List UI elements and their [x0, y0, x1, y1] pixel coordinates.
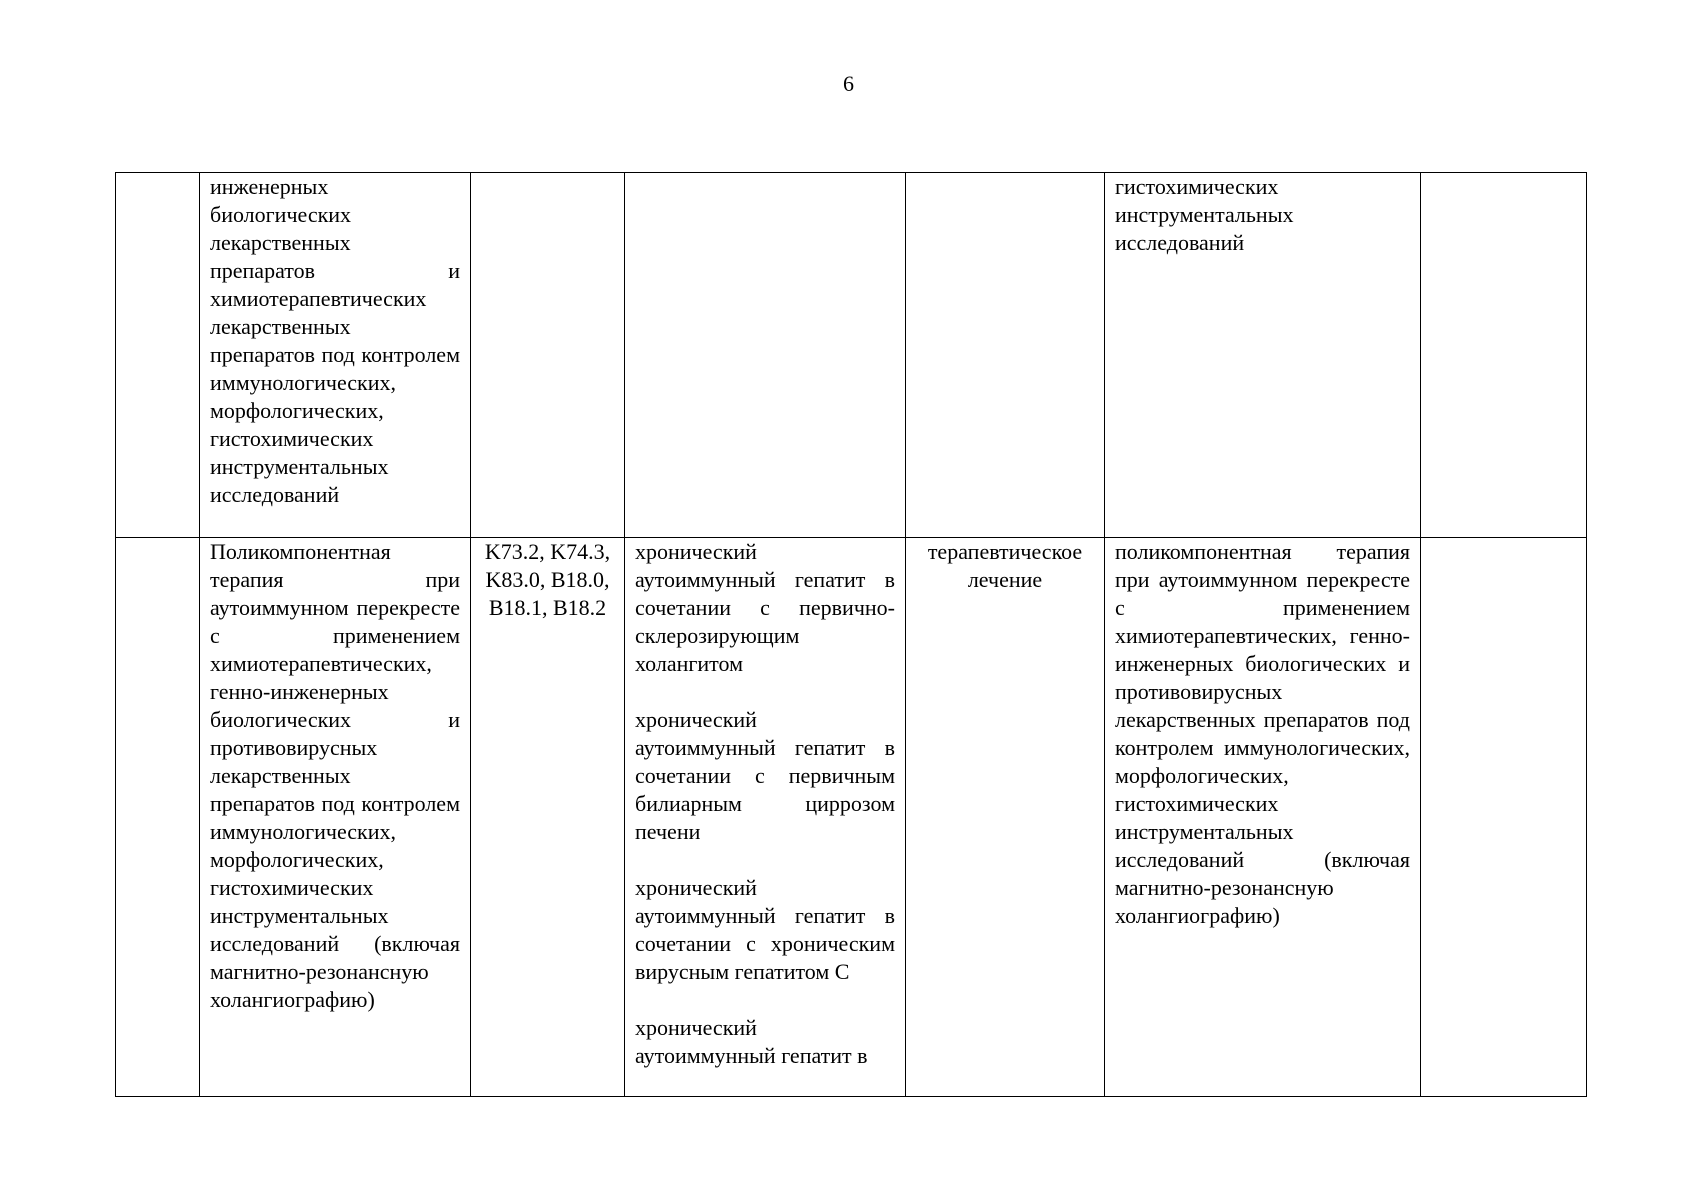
table-cell-norm: [1421, 538, 1587, 1097]
table-cell-icd-codes: [471, 173, 625, 538]
table-cell-care-type: Поликомпонентная терапия при аутоиммунном перекресте с применением химиотерапевтических, генно-инженерных биологических и противовирусных лекарственных препаратов под контролем иммунологических, морфологических, гистохимических инструментальных исследований (включая магнитно-резонансную холангиографию): [200, 538, 471, 1097]
medical-care-table: [115, 172, 1587, 1097]
table-cell-number: [116, 173, 200, 538]
table-row: [116, 173, 1587, 538]
table-cell-diagnosis: [625, 173, 906, 538]
table-cell-treatment-type: [906, 173, 1105, 538]
table-cell-treatment-type: терапевтическое лечение: [906, 538, 1105, 1097]
table-row: [116, 538, 1587, 1097]
diagnosis-paragraph: хронический аутоиммунный гепатит в сочетании с хроническим вирусным гепатитом C: [635, 875, 895, 984]
table-cell-treatment-method: гистохимических инструментальных исследований: [1105, 173, 1421, 538]
table-cell-treatment-method: поликомпонентная терапия при аутоиммунном перекресте с применением химиотерапевтических, генно-инженерных биологических и противовирусных лекарственных препаратов под контролем иммунологических, морфологических, гистохимических инструментальных исследований (включая магнитно-резонансную холангиографию): [1105, 538, 1421, 1097]
table-cell-number: [116, 538, 200, 1097]
table-cell-care-type: инженерных биологических лекарственных препаратов и химиотерапевтических лекарственных препаратов под контролем иммунологических, морфологических, гистохимических инструментальных исследований: [200, 173, 471, 538]
diagnosis-paragraph: хронический аутоиммунный гепатит в: [635, 1015, 868, 1068]
diagnosis-paragraph: хронический аутоиммунный гепатит в сочетании с первично-склерозирующим холангитом: [635, 539, 895, 676]
page-number: 6: [843, 71, 854, 96]
table-cell-icd-codes: K73.2, K74.3, K83.0, B18.0, B18.1, B18.2: [471, 538, 625, 1097]
table-cell-norm: [1421, 173, 1587, 538]
table-cell-diagnosis: [625, 538, 906, 1097]
diagnosis-paragraph: хронический аутоиммунный гепатит в сочетании с первичным билиарным циррозом печени: [635, 707, 895, 844]
